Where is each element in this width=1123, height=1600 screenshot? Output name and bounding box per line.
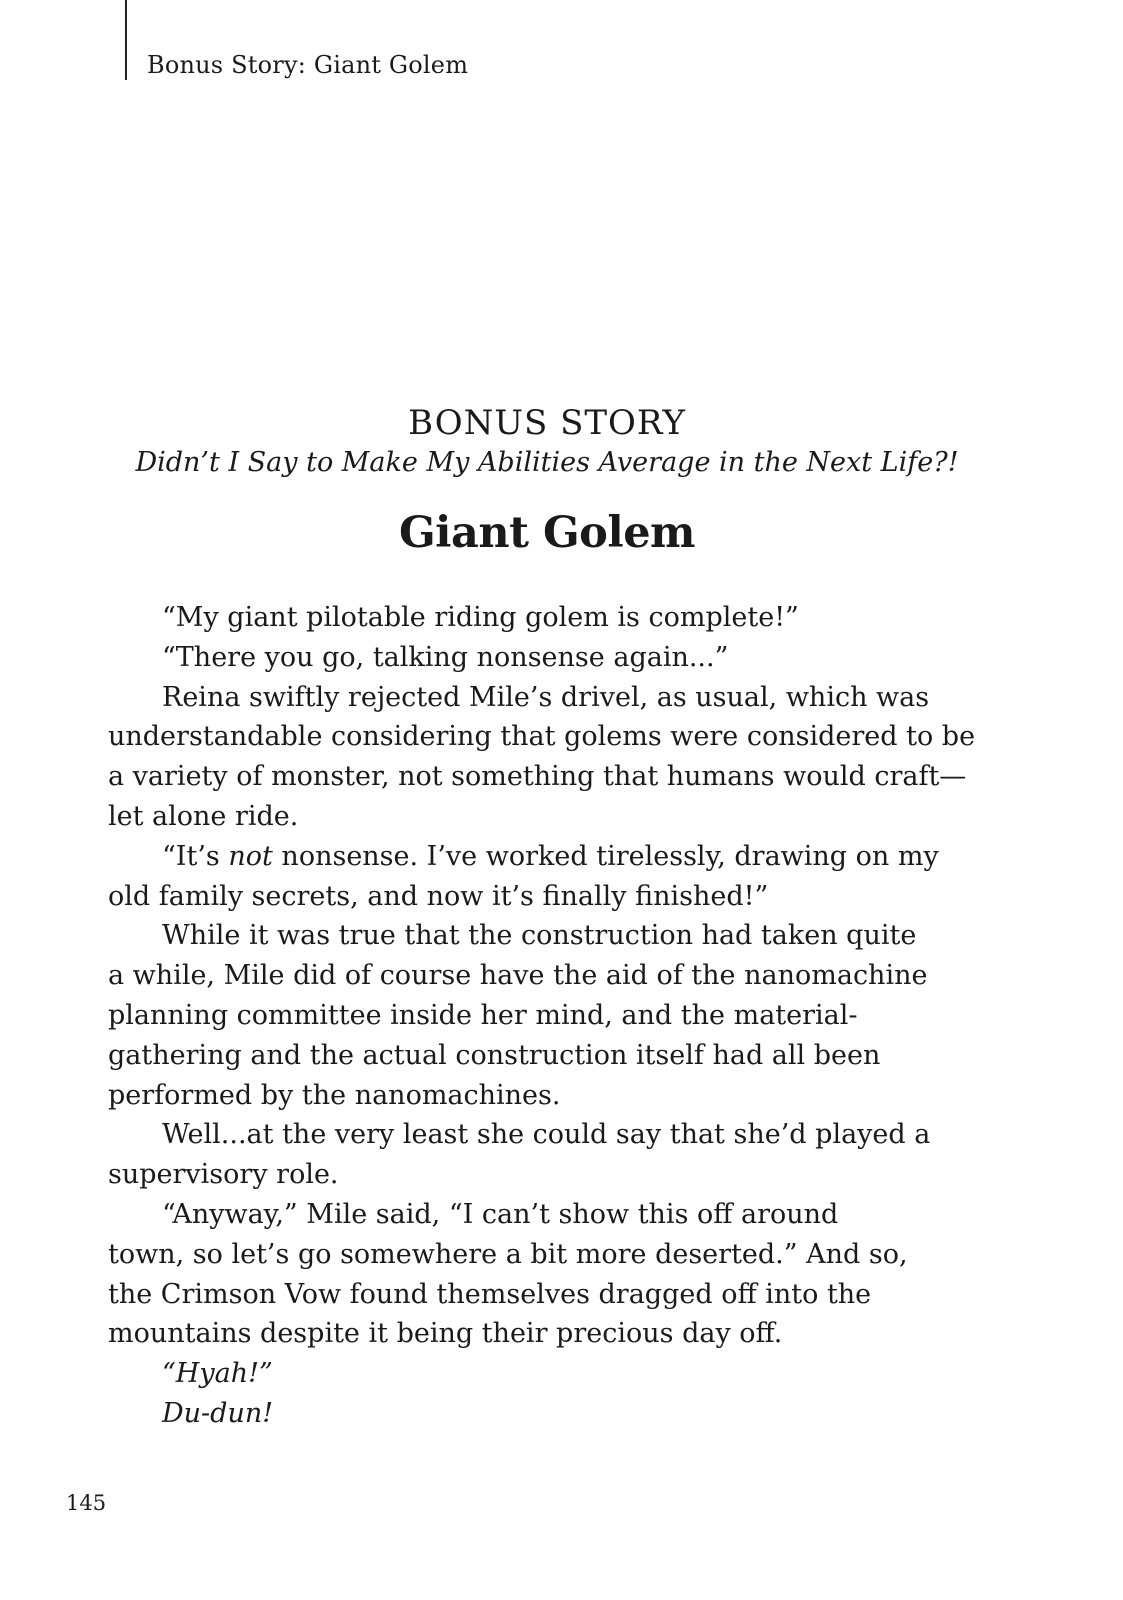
- text-line: town, so let’s go somewhere a bit more deserted.” And so,: [108, 1238, 908, 1270]
- text-line: let alone ride.: [108, 800, 299, 832]
- text-line: gathering and the actual construction itself had all been: [108, 1039, 881, 1071]
- text-line: old family secrets, and now it’s finally finished!”: [108, 880, 769, 912]
- text-line: Reina swiftly rejected Mile’s drivel, as usual, which was: [162, 681, 930, 713]
- running-head: Bonus Story: Giant Golem: [147, 51, 469, 79]
- header-rule: [125, 0, 127, 80]
- text-line: performed by the nanomachines.: [108, 1079, 561, 1111]
- text-segment: “It’s: [162, 840, 229, 872]
- text-line: a variety of monster, not something that humans would craft—: [108, 761, 967, 793]
- text-line: “My giant pilotable riding golem is complete!”: [162, 602, 799, 633]
- text-line: the Crimson Vow found themselves dragged off into the: [108, 1278, 872, 1310]
- body-text: [108, 598, 998, 1434]
- text-line: supervisory role.: [108, 1159, 339, 1191]
- series-title: Didn’t I Say to Make My Abilities Average in the Next Life?!: [135, 447, 959, 478]
- text-line: a while, Mile did of course have the aid of the nanomachine: [108, 960, 928, 992]
- chapter-title: Giant Golem: [398, 508, 696, 558]
- text-line: Du-dun!: [162, 1397, 274, 1429]
- page-number: 145: [66, 1491, 107, 1515]
- text-line: understandable considering that golems were considered to be: [108, 721, 976, 753]
- text-line: Well...at the very least she could say that she’d played a: [162, 1119, 931, 1151]
- text-segment: nonsense. I’ve worked tirelessly, drawing on my: [272, 840, 939, 872]
- text-line: mountains despite it being their precious day off.: [108, 1318, 783, 1350]
- text-line: [108, 837, 998, 877]
- text-line: While it was true that the construction had taken quite: [162, 920, 917, 952]
- text-line: “Anyway,” Mile said, “I can’t show this off around: [162, 1198, 839, 1230]
- emphasis-text: not: [228, 840, 273, 872]
- story-label: BONUS STORY: [408, 403, 686, 443]
- text-line: planning committee inside her mind, and the material-: [108, 999, 858, 1031]
- text-line: “Hyah!”: [162, 1358, 273, 1390]
- text-line: “There you go, talking nonsense again...”: [162, 641, 729, 673]
